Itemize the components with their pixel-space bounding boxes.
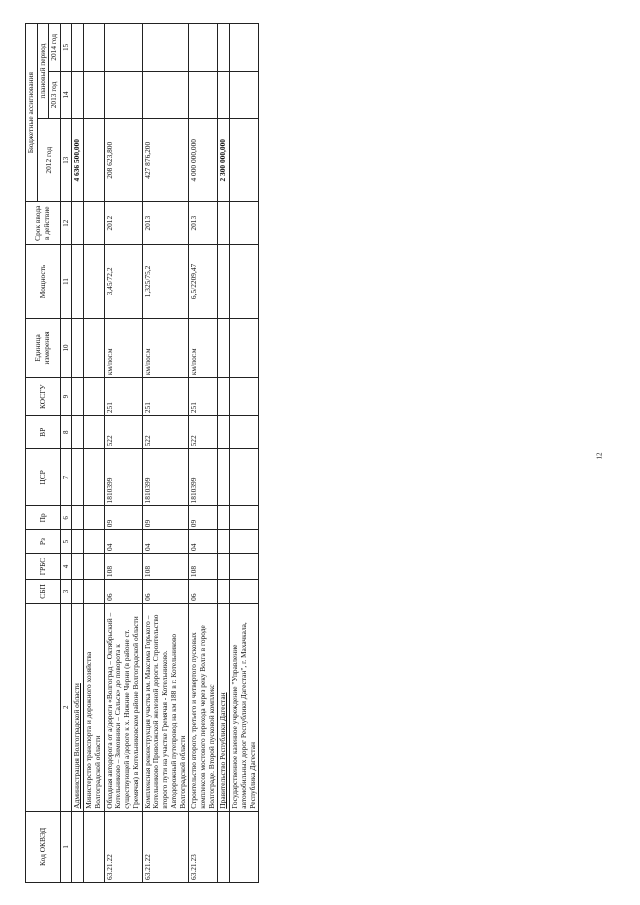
col-num: 11 bbox=[61, 244, 72, 318]
col-num: 15 bbox=[61, 23, 72, 71]
header-term: Срок ввода в действие bbox=[26, 201, 61, 244]
header-okved: Код ОКВЭД bbox=[26, 811, 61, 882]
section-total: 2 300 000,000 bbox=[218, 118, 230, 201]
cell-term: 2013 bbox=[142, 201, 189, 244]
header-2014: 2014 год bbox=[49, 23, 61, 71]
cell-sbp: 06 bbox=[104, 579, 142, 603]
col-num: 2 bbox=[61, 603, 72, 811]
section-title: Правительство Республики Дагестан bbox=[218, 603, 230, 811]
col-num: 4 bbox=[61, 553, 72, 579]
cell-name: Обходная автодорога от а/дороги «Волгоград – Октябрьский – Котельниково – Зимовники – Сальск» до поворота к существующей а/дороге к х. Нижние Черни (в районе ст. Гремячая) в Котельниковском районе Волгоградской области bbox=[104, 603, 142, 811]
cell-csr: 1810399 bbox=[189, 448, 218, 505]
cell-term: 2013 bbox=[189, 201, 218, 244]
cell-kosgu: 251 bbox=[104, 377, 142, 415]
header-kosgu: КОСГУ bbox=[26, 377, 61, 415]
col-num: 14 bbox=[61, 71, 72, 119]
col-num: 5 bbox=[61, 529, 72, 553]
cell-okved: 63.21.22 bbox=[142, 811, 189, 882]
cell-pr: 09 bbox=[142, 505, 189, 529]
col-num: 1 bbox=[61, 811, 72, 882]
cell-2014 bbox=[104, 23, 142, 71]
section-title-row bbox=[72, 23, 84, 882]
col-num: 8 bbox=[61, 415, 72, 448]
table-row bbox=[104, 23, 142, 882]
cell-unit: км/пог.м bbox=[104, 318, 142, 377]
header-2012: 2012 год bbox=[37, 118, 60, 201]
cell-capacity: 1,325/75,2 bbox=[142, 244, 189, 318]
section-total: 4 636 500,000 bbox=[72, 118, 84, 201]
cell-csr: 1810399 bbox=[104, 448, 142, 505]
section-subtitle: Министерство транспорта и дорожного хозяйства Волгоградской области bbox=[84, 603, 104, 811]
header-grbs: ГРБС bbox=[26, 553, 61, 579]
cell-vr: 522 bbox=[104, 415, 142, 448]
header-capacity: Мощность bbox=[26, 244, 61, 318]
header-vr: ВР bbox=[26, 415, 61, 448]
col-num: 12 bbox=[61, 201, 72, 244]
budget-table bbox=[25, 23, 259, 883]
page-number: 12 bbox=[595, 452, 604, 460]
header-2013: 2013 год bbox=[49, 71, 61, 119]
cell-2014 bbox=[189, 23, 218, 71]
section-subtitle: Государственное казенное учреждение "Управление автомобильных дорог Республики Дагестан", г. Махачкала, Республика Дагестан bbox=[230, 603, 259, 811]
cell-okved: 63.21.22 bbox=[104, 811, 142, 882]
section-subtitle-row bbox=[84, 23, 104, 882]
cell-grbs: 108 bbox=[104, 553, 142, 579]
cell-2012: 208 623,800 bbox=[104, 118, 142, 201]
cell-unit: км/пог.м bbox=[189, 318, 218, 377]
cell-vr: 522 bbox=[142, 415, 189, 448]
header-pr: Пр bbox=[26, 505, 61, 529]
col-num: 9 bbox=[61, 377, 72, 415]
section-title-row bbox=[218, 23, 230, 882]
cell-2013 bbox=[142, 71, 189, 119]
cell-2012: 4 000 000,000 bbox=[189, 118, 218, 201]
cell-2013 bbox=[104, 71, 142, 119]
col-num: 3 bbox=[61, 579, 72, 603]
table-row bbox=[189, 23, 218, 882]
cell-2012: 427 876,200 bbox=[142, 118, 189, 201]
header-csr: ЦСР bbox=[26, 448, 61, 505]
cell-grbs: 108 bbox=[142, 553, 189, 579]
cell-rz: 04 bbox=[142, 529, 189, 553]
cell-kosgu: 251 bbox=[142, 377, 189, 415]
header-planned: плановый период bbox=[37, 23, 49, 118]
cell-rz: 04 bbox=[189, 529, 218, 553]
cell-kosgu: 251 bbox=[189, 377, 218, 415]
col-num: 10 bbox=[61, 318, 72, 377]
col-num: 7 bbox=[61, 448, 72, 505]
cell-sbp: 06 bbox=[142, 579, 189, 603]
cell-grbs: 108 bbox=[189, 553, 218, 579]
table-row bbox=[142, 23, 189, 882]
cell-pr: 09 bbox=[104, 505, 142, 529]
header-budget: Бюджетные ассигнования bbox=[26, 23, 38, 201]
cell-vr: 522 bbox=[189, 415, 218, 448]
cell-term: 2012 bbox=[104, 201, 142, 244]
column-number-row bbox=[61, 23, 72, 882]
header-name bbox=[26, 603, 61, 811]
cell-name: Комплексная реконструкция участка им. Максима Горького – Котельниково Приволжской железной дороги. Строительство второго пути на участке Гремячая - Котельниково. Автодорожный путепровод на км 188 в г. Котельниково Волгоградской области bbox=[142, 603, 189, 811]
header-sbp: СБП bbox=[26, 579, 61, 603]
cell-name: Строительство второго, третьего и четвертого пусковых комплексов мостового перехода через реку Волга в городе Волгограде. Второй пусковой комплекс bbox=[189, 603, 218, 811]
cell-capacity: 6,5/2209,47 bbox=[189, 244, 218, 318]
col-num: 13 bbox=[61, 118, 72, 201]
section-subtitle-row bbox=[230, 23, 259, 882]
cell-pr: 09 bbox=[189, 505, 218, 529]
cell-unit: км/пог.м bbox=[142, 318, 189, 377]
cell-2014 bbox=[142, 23, 189, 71]
col-num: 6 bbox=[61, 505, 72, 529]
cell-csr: 1810399 bbox=[142, 448, 189, 505]
cell-sbp: 06 bbox=[189, 579, 218, 603]
header-unit: Единица измерения bbox=[26, 318, 61, 377]
header-rz: Рз bbox=[26, 529, 61, 553]
cell-capacity: 3,45/72,2 bbox=[104, 244, 142, 318]
cell-rz: 04 bbox=[104, 529, 142, 553]
cell-2013 bbox=[189, 71, 218, 119]
cell-okved: 63.21.23 bbox=[189, 811, 218, 882]
section-title: Администрация Волгоградской области bbox=[72, 603, 84, 811]
header-row-1 bbox=[26, 23, 38, 882]
rotated-table-wrapper bbox=[25, 23, 615, 883]
